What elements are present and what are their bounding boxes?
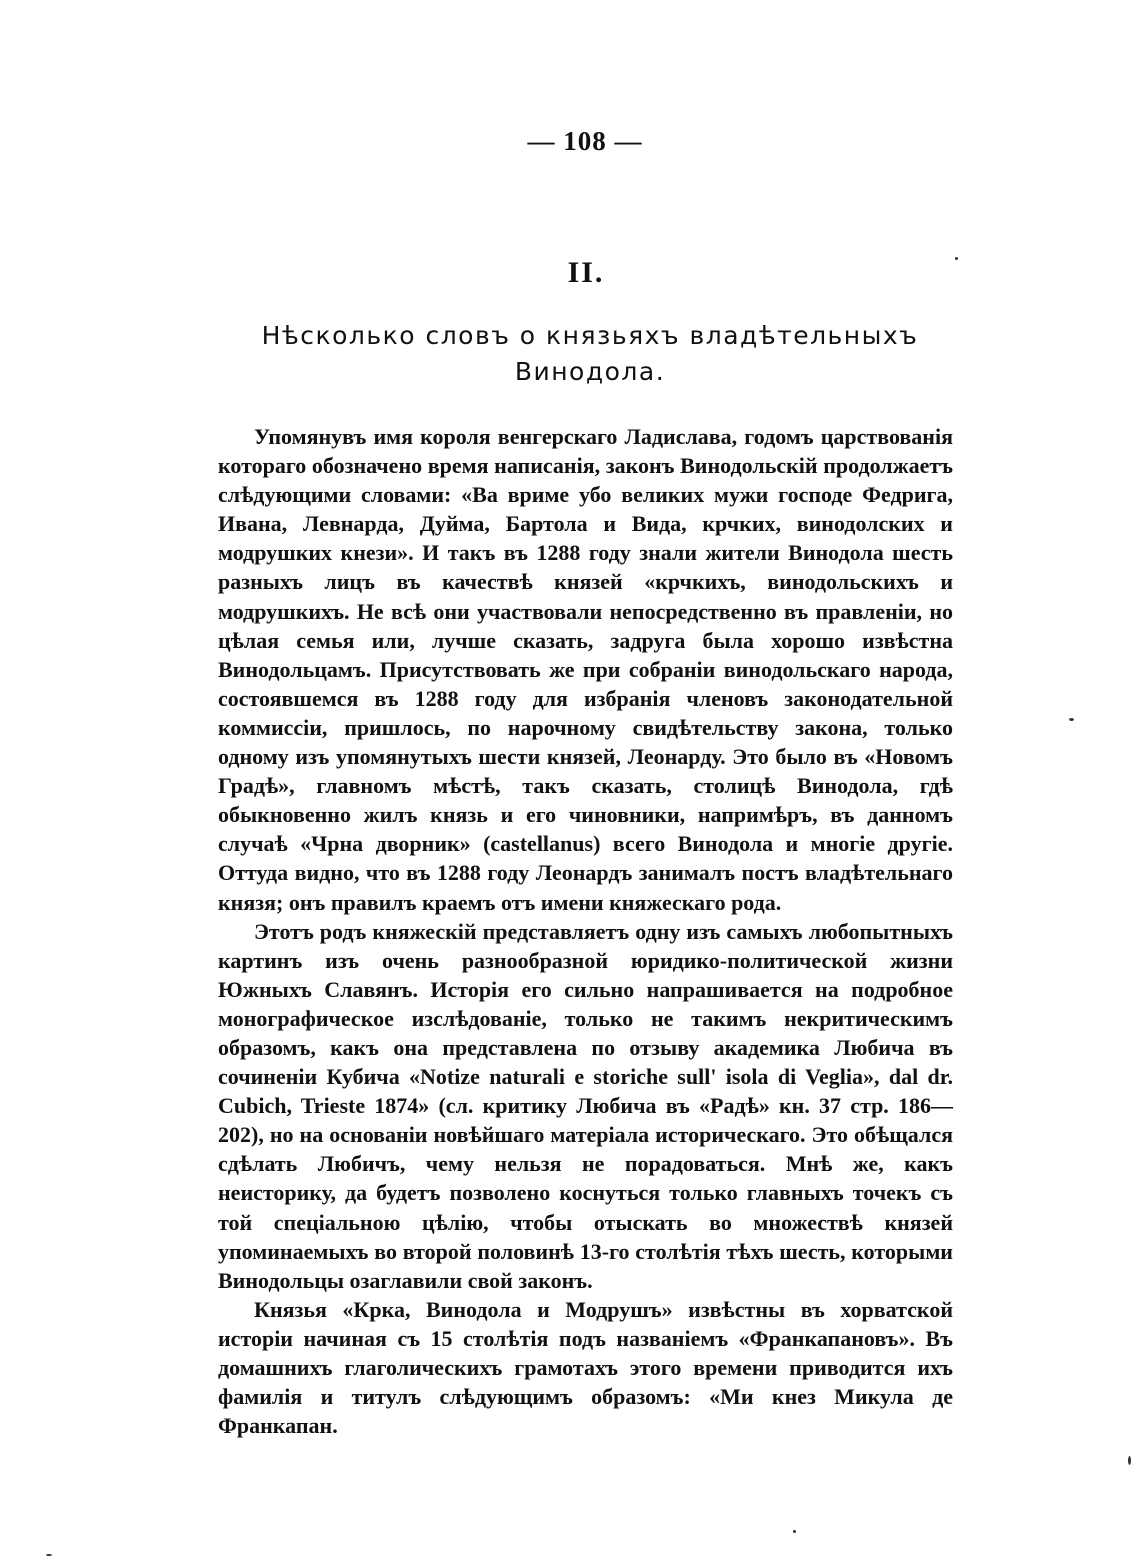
page-number: — 108 —: [527, 126, 643, 156]
paragraph-3: Князья «Крка, Винодола и Модрушъ» извѣстны въ хорватской исторіи начиная съ 15 столѣтія подъ названіемъ «Франкапановъ». Въ домашнихъ глаголическихъ грамотахъ этого времени приводится ихъ фамилія и титулъ слѣдующимъ образомъ: «Ми кнез Микула де Франкапан.: [218, 1296, 953, 1439]
scan-speck: [46, 1554, 52, 1556]
paragraph-1: Упомянувъ имя короля венгерскаго Ладислава, годомъ царствованія котораго обозначено время написанія, законъ Винодольскій продолжаетъ слѣдующими словами: «Ва вриме убо великих мужи господе Федрига, Ивана, Левнарда, Дуйма, Бартола и Вида, крчких, винодолских и модрушких кнези». И такъ въ 1288 году знали жители Винодола шесть разныхъ лицъ въ качествѣ князей «крчкихъ, винодольскихъ и модрушкихъ. Не всѣ они участвовали непосредственно въ правленіи, но цѣлая семья или, лучше сказать, задруга была хорошо извѣстна Винодольцамъ. Присутствовать же при собраніи винодольскаго народа, состоявшемся въ 1288 году для избранія членовъ законодательной коммиссіи, пришлось, по нарочному свидѣтельству закона, только одному изъ упомянутыхъ шести князей, Леонарду. Это было въ «Новомъ Градѣ», главномъ мѣстѣ, такъ сказать, столицѣ Винодола, гдѣ обыкновенно жилъ князь и его чиновники, напримѣръ, въ данномъ случаѣ «Чрна дворник» (castellanus) всего Винодола и многіе другіе. Оттуда видно, что въ 1288 году Леонардъ занималъ постъ владѣтельнаго князя; онъ правилъ краемъ отъ имени княжескаго рода.: [218, 424, 953, 915]
paragraph-2: Этотъ родъ княжескій представляетъ одну изъ самыхъ любопытныхъ картинъ изъ очень разнообразной юридико-политической жизни Южныхъ Славянъ. Исторія его сильно напрашивается на подробное монографическое изслѣдованіе, только не такимъ некритическимъ образомъ, какъ она представлена по отзыву академика Любича въ сочиненіи Кубича «Notize naturali e storiche sull' isola di Veglia», dal dr. Cubich, Trieste 1874» (сл. критику Любича въ «Радѣ» кн. 37 стр. 186—202), но на основаніи новѣйшаго матеріала историческаго. Это обѣщался сдѣлать Любичъ, чему нельзя не порадоваться. Мнѣ же, какъ неисторику, да будетъ позволено коснуться только главныхъ точекъ съ той спеціальною цѣлію, чтобы отыскать во множествѣ князей упоминаемыхъ во второй половинѣ 13-го столѣтія тѣхъ шесть, которыми Винодольцы озаглавили свой законъ.: [218, 918, 953, 1293]
scan-speck: [1069, 718, 1074, 721]
chapter-title: Нѣсколько словъ о князьяхъ владѣтельныхъ Винодола.: [261, 321, 919, 386]
chapter-number: II.: [567, 256, 605, 289]
scan-speck: [955, 257, 958, 260]
scan-speck: [793, 1530, 796, 1533]
body-text: [218, 422, 953, 1440]
scan-speck: [1128, 1456, 1131, 1465]
